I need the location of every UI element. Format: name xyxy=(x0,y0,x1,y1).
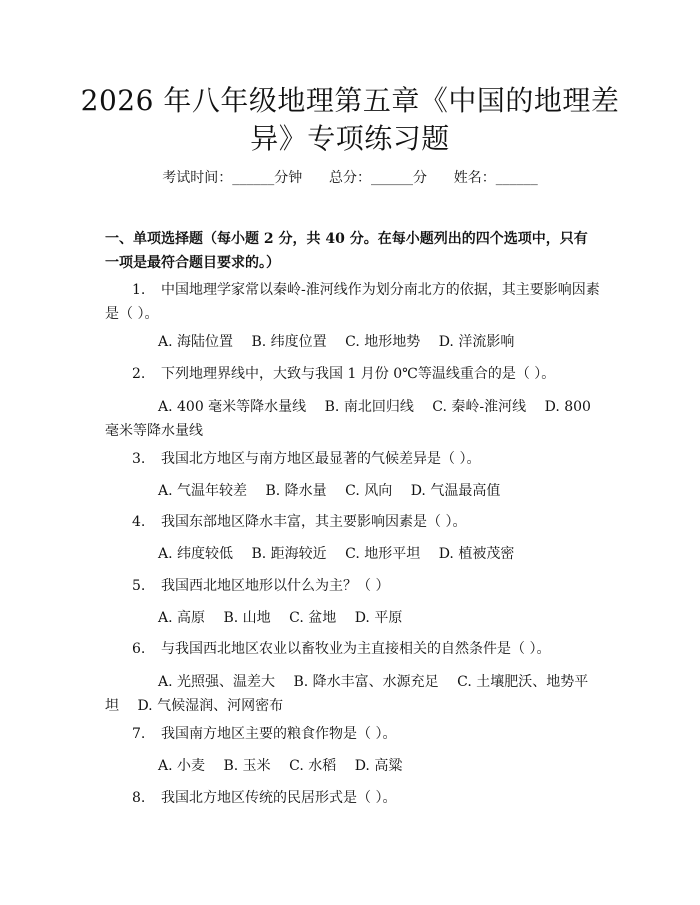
option-a[interactable]: A. 小麦 xyxy=(158,758,206,774)
question-6-options xyxy=(105,670,600,718)
question-text: 我国北方地区与南方地区最显著的气候差异是（ ）。 xyxy=(161,451,481,467)
question-text: 与我国西北地区农业以畜牧业为主直接相关的自然条件是（ ）。 xyxy=(161,641,551,657)
option-b[interactable]: B. 纬度位置 xyxy=(251,334,327,350)
option-d[interactable]: D. 气候湿润、河网密布 xyxy=(137,698,284,714)
question-3-options xyxy=(105,479,600,503)
question-2-options xyxy=(105,395,600,443)
question-2 xyxy=(105,362,600,386)
option-c[interactable]: C. 地形平坦 xyxy=(345,546,421,562)
question-number: 2. xyxy=(132,366,146,382)
question-5-options xyxy=(105,606,600,630)
student-name-field: 姓名：______ xyxy=(453,170,538,186)
option-a[interactable]: A. 海陆位置 xyxy=(158,334,234,350)
option-d[interactable]: D. 气温最高值 xyxy=(410,483,501,499)
section-heading: 一、单项选择题（每小题 2 分，共 40 分。在每小题列出的四个选项中，只有一项是最符合题目要求的。） xyxy=(105,231,588,271)
question-text: 中国地理学家常以秦岭-淮河线作为划分南北方的依据，其主要影响因素是（ ）。 xyxy=(105,282,600,322)
page-title-line-2: 异》专项练习题 xyxy=(250,122,450,155)
question-text: 我国北方地区传统的民居形式是（ ）。 xyxy=(161,790,397,806)
question-number: 8. xyxy=(132,790,146,806)
option-d[interactable]: D. 植被茂密 xyxy=(438,546,515,562)
option-c[interactable]: C. 水稻 xyxy=(289,758,337,774)
question-number: 3. xyxy=(132,451,146,467)
total-score-field: 总分：______分 xyxy=(329,170,427,186)
option-d[interactable]: D. 800 毫米等降水量线 xyxy=(105,399,591,439)
exam-meta xyxy=(0,168,700,188)
option-b[interactable]: B. 距海较近 xyxy=(251,546,327,562)
option-b[interactable]: B. 降水丰富、水源充足 xyxy=(293,674,439,690)
question-6 xyxy=(105,637,600,661)
question-4-options xyxy=(105,542,600,566)
option-b[interactable]: B. 玉米 xyxy=(223,758,271,774)
question-number: 5. xyxy=(132,578,146,594)
option-c[interactable]: C. 秦岭-淮河线 xyxy=(432,399,527,415)
question-3 xyxy=(105,447,600,471)
option-a[interactable]: A. 400 毫米等降水量线 xyxy=(158,399,307,415)
page-title-line-1: 2026 年八年级地理第五章《中国的地理差 xyxy=(80,84,620,117)
exam-time-field: 考试时间：______分钟 xyxy=(162,170,303,186)
question-text: 我国西北地区地形以什么为主？（ ） xyxy=(161,578,390,594)
option-c[interactable]: C. 地形地势 xyxy=(345,334,421,350)
option-c[interactable]: C. 土壤肥沃、地势平坦 xyxy=(105,674,589,714)
question-8 xyxy=(105,786,600,810)
option-a[interactable]: A. 光照强、温差大 xyxy=(158,674,276,690)
option-b[interactable]: B. 降水量 xyxy=(265,483,327,499)
option-b[interactable]: B. 山地 xyxy=(223,610,271,626)
option-d[interactable]: D. 洋流影响 xyxy=(438,334,515,350)
question-5 xyxy=(105,574,600,598)
question-number: 7. xyxy=(132,726,146,742)
question-number: 6. xyxy=(132,641,146,657)
question-1 xyxy=(105,278,600,326)
question-4 xyxy=(105,510,600,534)
question-text: 我国东部地区降水丰富，其主要影响因素是（ ）。 xyxy=(161,514,467,530)
question-number: 4. xyxy=(132,514,146,530)
question-7 xyxy=(105,722,600,746)
question-text: 我国南方地区主要的粮食作物是（ ）。 xyxy=(161,726,397,742)
question-text: 下列地理界线中，大致与我国 1 月份 0℃等温线重合的是（ ）。 xyxy=(161,366,556,382)
question-7-options xyxy=(105,754,600,778)
option-c[interactable]: C. 风向 xyxy=(345,483,393,499)
question-1-options xyxy=(105,330,600,354)
option-d[interactable]: D. 平原 xyxy=(354,610,403,626)
option-a[interactable]: A. 高原 xyxy=(158,610,206,626)
option-a[interactable]: A. 纬度较低 xyxy=(158,546,234,562)
question-number: 1. xyxy=(132,282,146,298)
option-a[interactable]: A. 气温年较差 xyxy=(158,483,248,499)
option-b[interactable]: B. 南北回归线 xyxy=(324,399,414,415)
option-c[interactable]: C. 盆地 xyxy=(289,610,337,626)
option-d[interactable]: D. 高粱 xyxy=(354,758,403,774)
